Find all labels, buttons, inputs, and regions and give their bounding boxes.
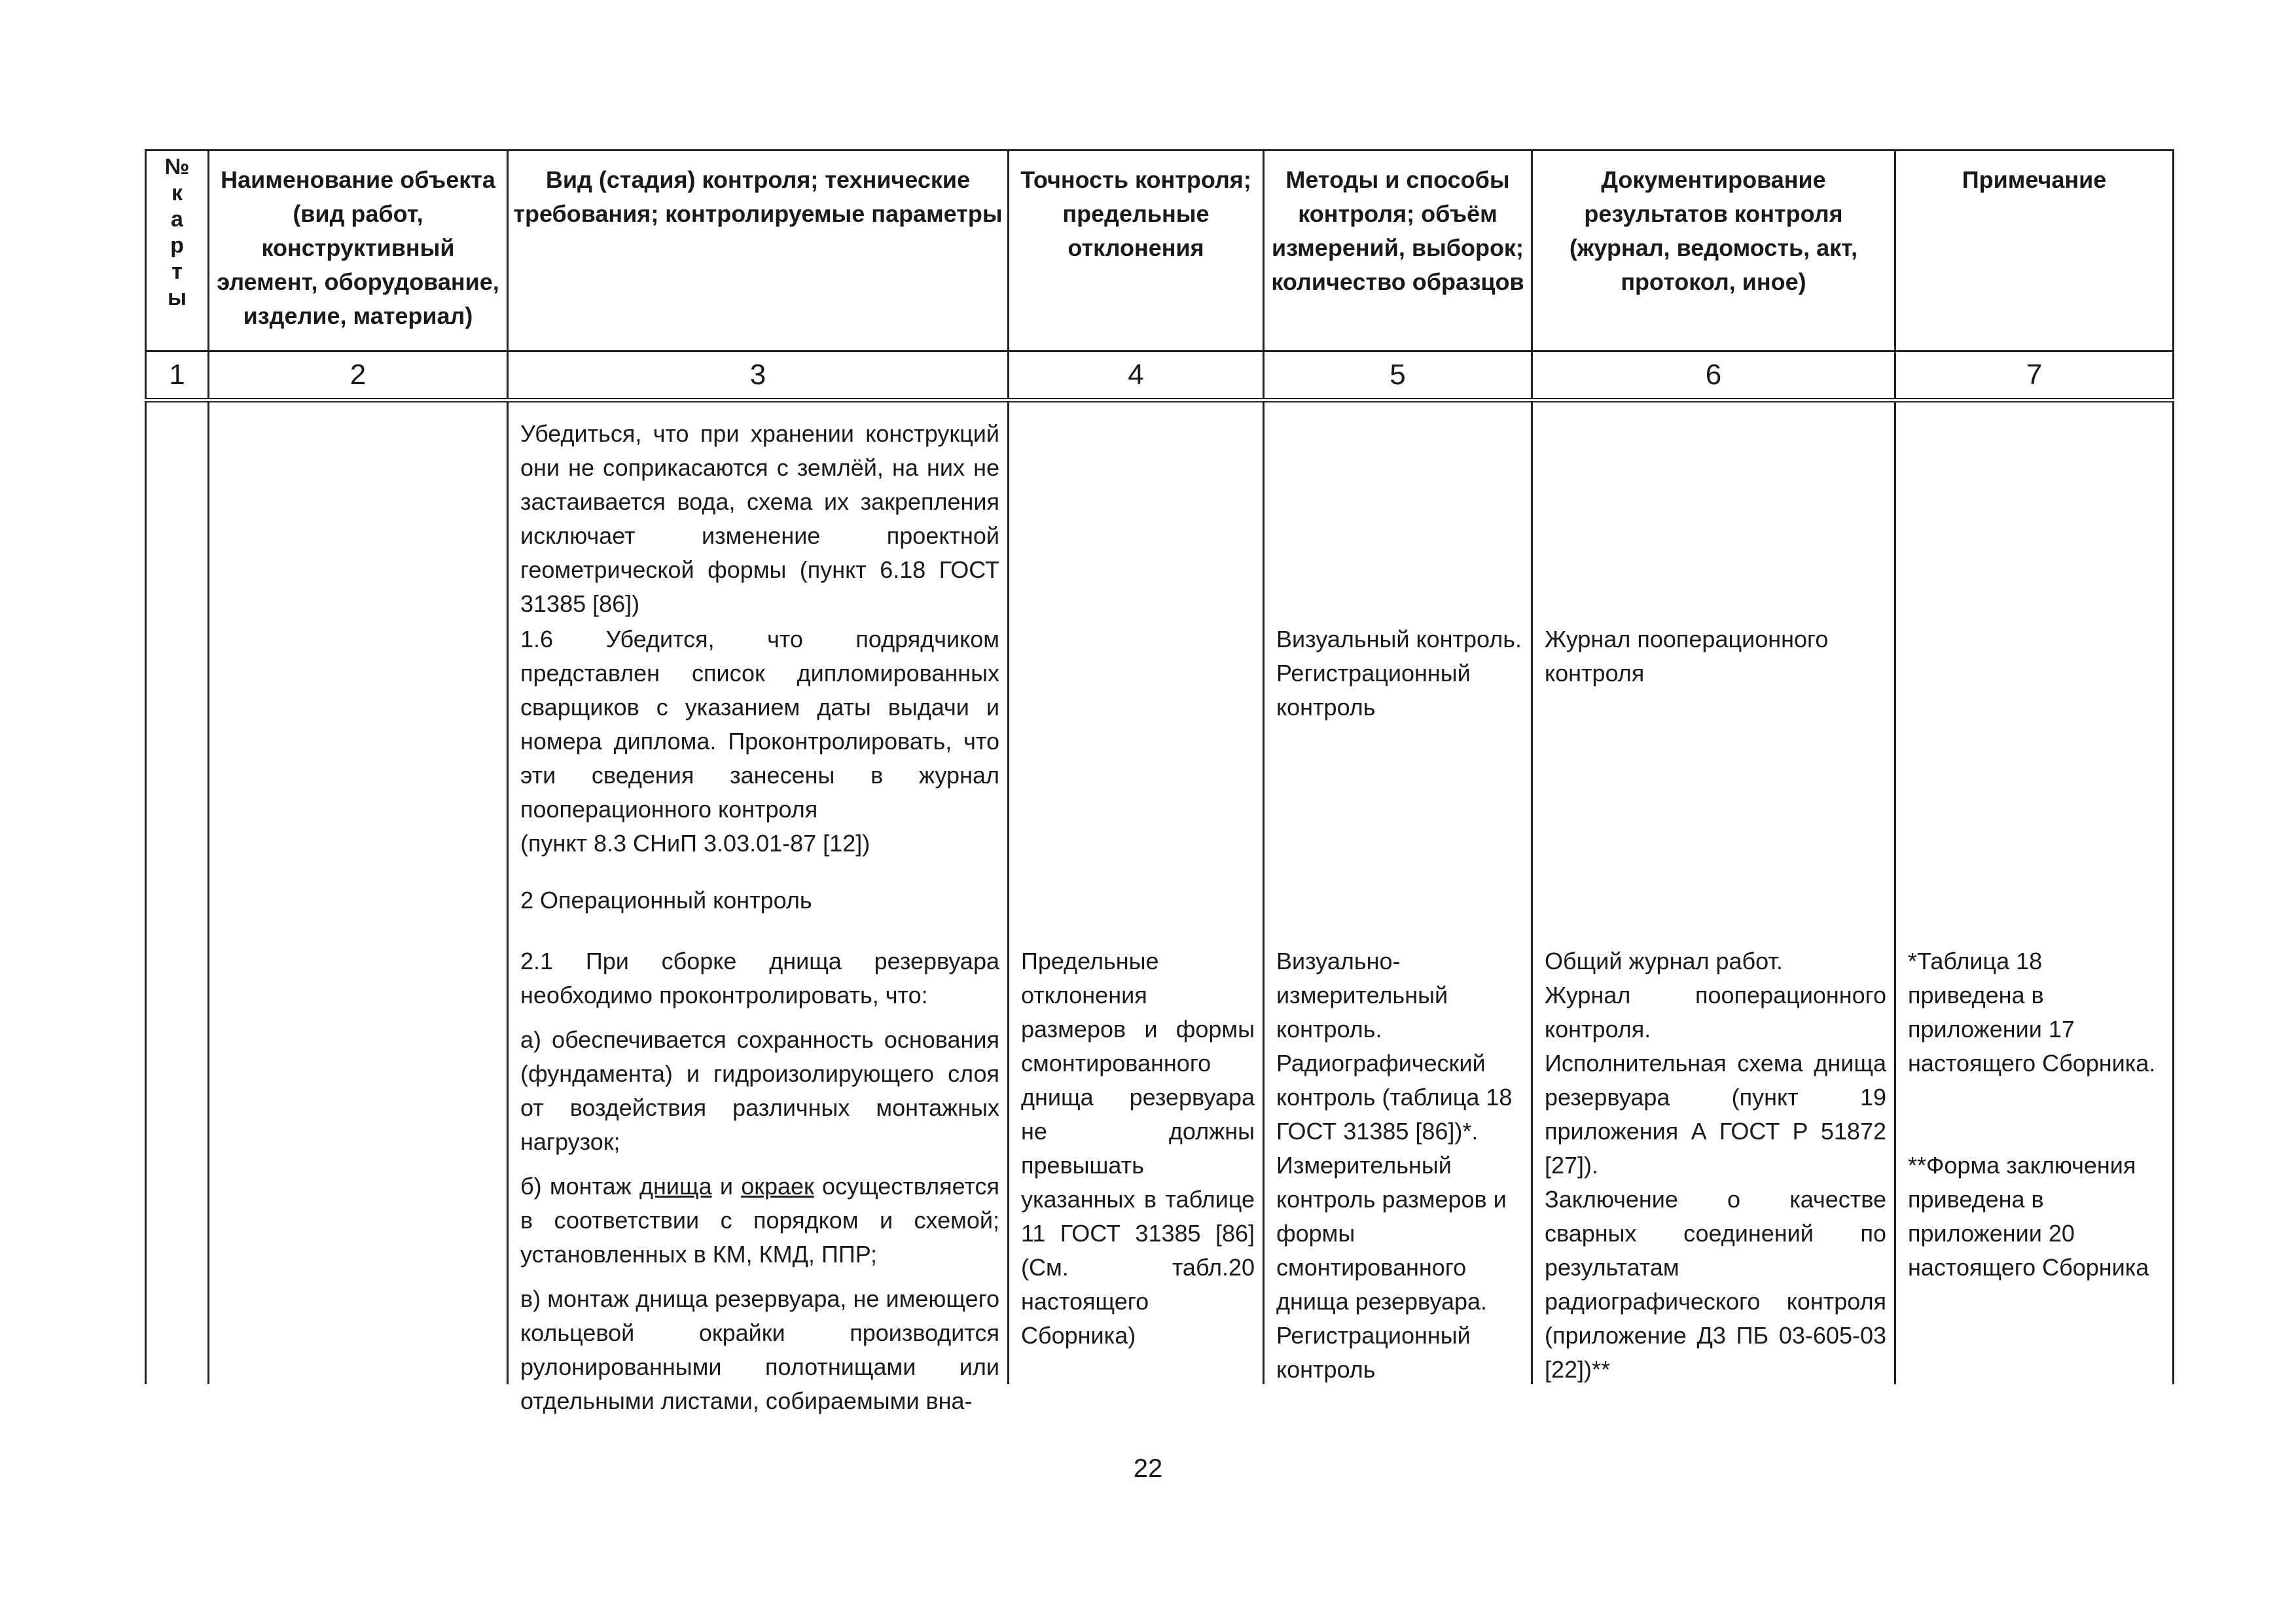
cell-object-name [209, 401, 508, 1385]
table-header-row [146, 151, 2174, 351]
cell-card-number [146, 401, 209, 1385]
tolerance-text: Предельные отклонения размеров и формы смонтированного днища резервуара не должны превышать указанных в таблице 11 ГОСТ 31385 [86] (См. табл.20 настоящего Сборника) [1021, 948, 1255, 1349]
welders-list-requirement-text: 1.6 Убедится, что подрядчиком представлен список дипломированных сварщиков с указанием даты выдачи и номера диплома. Проконтролировать, что эти сведения занесены в журнал пооперационного контроля (пункт 8.3 СНиП 3.03.01-87 [12]) [520, 626, 999, 857]
header-documentation: Документирование результатов контроля (журнал, ведомость, акт, протокол, иное) [1532, 151, 1895, 351]
header-methods: Методы и способы контроля; объём измерений, выборок; количество образцов [1264, 151, 1532, 351]
table-row [146, 401, 2174, 1385]
column-number: 7 [1895, 351, 2174, 401]
documentation-block-1: Журнал пооперационного контроля [1545, 626, 1829, 687]
cell-accuracy [1009, 401, 1264, 1385]
header-object-name: Наименование объекта (вид работ, конструктивный элемент, оборудование, изделие, материал) [209, 151, 508, 351]
cell-documentation [1532, 401, 1895, 1385]
documentation-block-2: Общий журнал работ. Журнал пооперационного контроля. Исполнительная схема днища резервуара (пункт 19 приложения А ГОСТ Р 51872 [27]). Заключение о качестве сварных соединений по результатам радиографического контроля (приложение Д3 ПБ 03-605-03 [22])** [1545, 948, 1886, 1383]
note-conclusion-form: **Форма заключения приведена в приложении 20 настоящего Сборника [1908, 1152, 2149, 1281]
cell-methods [1264, 401, 1532, 1385]
control-table [145, 149, 2174, 1414]
column-number: 5 [1264, 351, 1532, 401]
methods-block-1: Визуальный контроль. Регистрационный контроль [1276, 626, 1522, 721]
header-accuracy: Точность контроля; предельные отклонения [1009, 151, 1264, 351]
header-card-number: № к а р т ы [146, 151, 209, 351]
storage-requirement-text: Убедиться, что при хранении конструкций они не соприкасаются с землёй, на них не застаивается вода, схема их закрепления исключает изменение проектной геометрической формы (пункт 6.18 ГОСТ 31385 [86]) [520, 420, 999, 617]
bottom-mounting-item: б) монтаж днища и окраек осуществляется в соответствии с порядком и схемой; установленных в КМ, КМД, ППР; [520, 1173, 999, 1268]
column-number: 6 [1532, 351, 1895, 401]
column-number: 2 [209, 351, 508, 401]
column-number-row [146, 351, 2174, 401]
column-number: 1 [146, 351, 209, 401]
operational-control-heading: 2 Операционный контроль [520, 887, 812, 914]
column-number: 3 [508, 351, 1009, 401]
page-number: 22 [1133, 1454, 1163, 1483]
header-control-type: Вид (стадия) контроля; технические требования; контролируемые параметры [508, 151, 1009, 351]
note-table-18: *Таблица 18 приведена в приложении 17 настоящего Сборника. [1908, 948, 2156, 1077]
cell-note [1895, 401, 2174, 1385]
cell-requirements [508, 401, 1009, 1414]
bottom-assembly-requirements: 2.1 При сборке днища резервуара необходимо проконтролировать, что: а) обеспечивается сохранность основания (фундамента) и гидроизолирующего слоя от воздействия различных монтажных нагрузок; б) монтаж днища и окраек осуществляется в соответствии с порядком и схемой; установленных в КМ, КМД, ППР; в) монтаж днища резервуара, не имеющего кольцевой окрайки производится рулонированными полотнищами или отдельными листами, собираемыми вна- [520, 948, 999, 1414]
header-note: Примечание [1895, 151, 2174, 351]
column-number: 4 [1009, 351, 1264, 401]
methods-block-2: Визуально-измерительный контроль. Радиографический контроль (таблица 18 ГОСТ 31385 [86])*. Измерительный контроль размеров и формы смонтированного днища резервуара. Регистрационный контроль [1276, 948, 1513, 1383]
